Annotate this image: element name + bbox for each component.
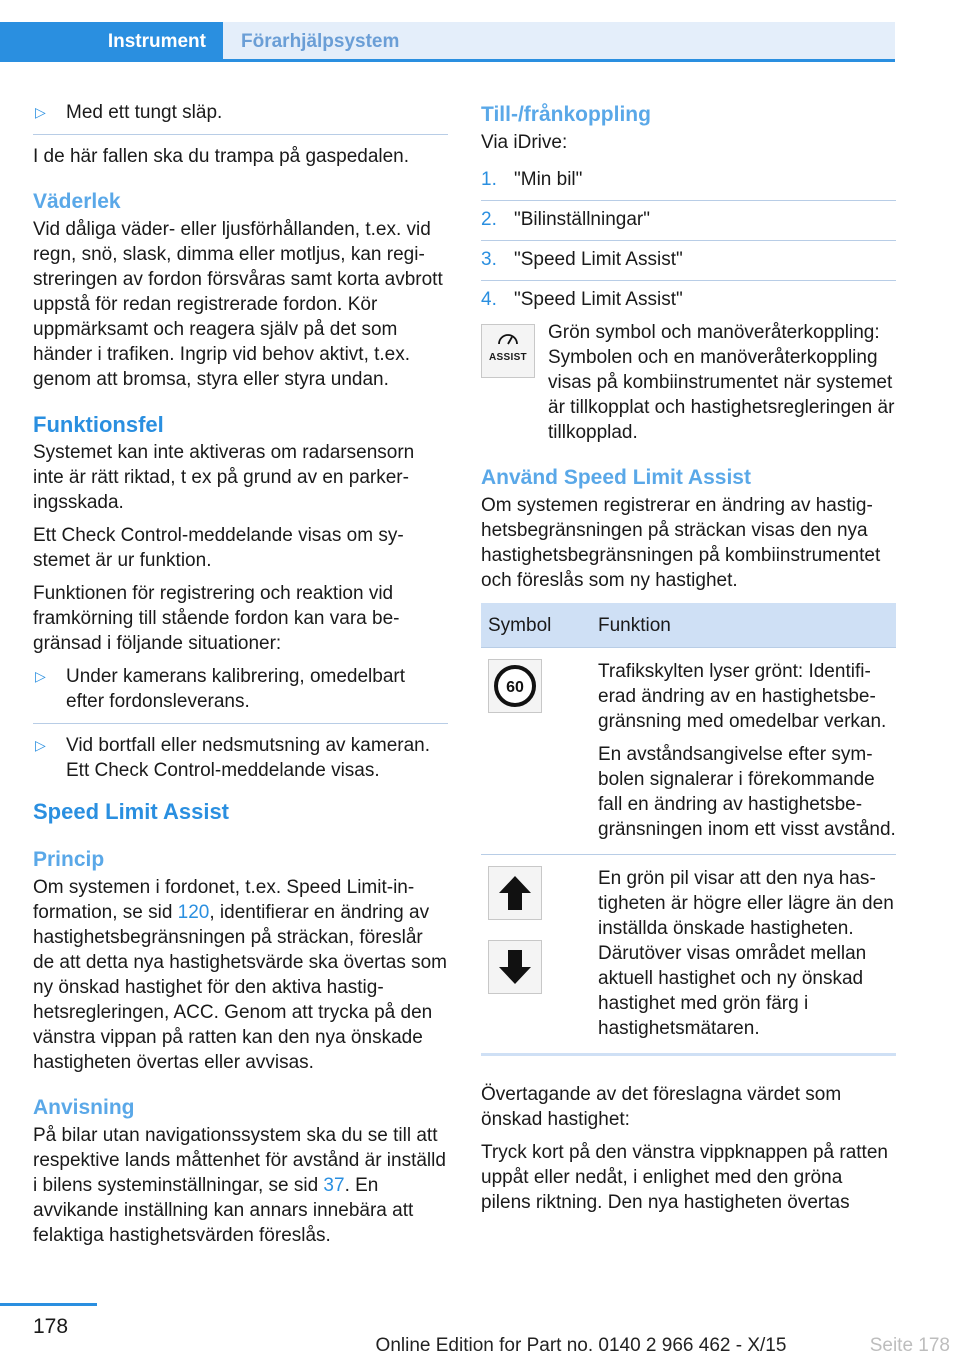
section-principle: [33, 845, 448, 1075]
triangle-bullet-icon: ▷: [35, 104, 46, 120]
bullet-item: ▷ Med ett tungt släp.: [35, 102, 223, 123]
bullet-item: ▷ Vid bortfall eller nedsmutsning av kameran. Ett Check Control-meddelande visas.: [35, 735, 431, 781]
table-row: [481, 855, 896, 1055]
paragraph: Ett Check Control-meddelande visas om systemet är ur funktion.: [33, 525, 404, 571]
function-cell: En grön pil visar att den nya hastigheten är högre eller lägre än den inställda önskade hastigheten. Därutöver visas området mellan aktuell hastighet och ny önskad hastighet med grön färg i hastighetsmätaren.: [598, 855, 896, 1055]
tab-forarhjalpsystem[interactable]: Förarhjälpsystem: [223, 22, 895, 59]
edition-footer: Online Edition for Part no. 0140 2 966 462 - X/15: [375, 1335, 787, 1356]
page-link-37[interactable]: 37: [323, 1175, 345, 1196]
divider: [33, 134, 448, 135]
chapter-tabs: [0, 22, 895, 62]
column-header-function: Funktion: [598, 603, 896, 648]
paragraph: Via iDrive:: [481, 132, 568, 153]
paragraph: I de här fallen ska du trampa på gaspedalen.: [33, 146, 410, 167]
heading-toggle: Till-/frånkoppling: [481, 103, 651, 126]
section-fault: [33, 410, 448, 783]
assist-icon: ASSIST: [481, 324, 535, 378]
list-item: 3. "Speed Limit Assist": [481, 240, 896, 272]
left-column: [33, 100, 448, 1256]
heading-fault: Funktionsfel: [33, 412, 164, 437]
heading-speed-limit-assist: Speed Limit Assist: [33, 799, 230, 824]
paragraph: Om systemen i fordonet, t.ex. Speed Limit-information, se sid 120, identifierar en ändring av hastighetsbegränsningen på sträckan, föreslår de att detta nya hastighetsvärde ska övertas som ny önskad hastighet för den aktiva hastighetsregleringen, ACC. Genom att trycka på den vänstra vippan på ratten kan den nya önskade hastigheten övertas eller avvisas.: [33, 877, 448, 1073]
paragraph: Om systemen registrerar en ändring av hastighetsbegränsningen på sträckan visas den nya hastighetsbegränsningen på kombiinstrumentet och föreslås som ny hastighet.: [481, 495, 881, 591]
bullet-item: ▷ Under kamerans kalibrering, omedelbart efter fordonsleverans.: [35, 666, 405, 712]
watermark: Seite 178: [869, 1335, 950, 1356]
page-number: 178: [33, 1315, 69, 1338]
divider: [33, 723, 448, 724]
paragraph: Systemet kan inte aktiveras om radarsensorn inte är rätt riktad, t ex på grund av en parkeringsskada.: [33, 442, 415, 513]
gauge-icon: [497, 333, 519, 345]
arrow-down-icon: [488, 940, 542, 994]
list-item: 2. "Bilinställningar": [481, 200, 896, 232]
heading-note: Anvisning: [33, 1096, 135, 1119]
heading-principle: Princip: [33, 848, 105, 871]
right-column: [481, 100, 896, 1223]
page-number-rule: [0, 1303, 97, 1306]
assist-description: Grön symbol och manöveråterkoppling: Symbolen och en manöveråterkoppling visas på kombiinstrumentet när systemet är tillkopplat och hastighetsregleringen är tillkopplad.: [548, 322, 895, 443]
triangle-bullet-icon: ▷: [35, 737, 46, 753]
symbol-cell: [481, 648, 598, 855]
speed-limit-sign-icon: [488, 659, 542, 713]
list-item: 4. "Speed Limit Assist": [481, 280, 896, 312]
tab-instrument[interactable]: Instrument: [0, 22, 223, 59]
paragraph: Vid dåliga väder- eller ljusförhållanden, t.ex. vid regn, snö, slask, dimma eller motljus, kan registreringen av fordon försvåras samt korta avbrott uppstå för redan registrerade fordon. Kör uppmärksamt och reagera själv på det som händer i trafiken. Ingrip vid behov aktivt, t.ex. genom att bromsa, styra eller styra undan.: [33, 219, 443, 390]
section-use: [481, 463, 896, 593]
section-toggle: [481, 100, 896, 445]
paragraph: Funktionen för registrering och reaktion vid framkörning till stående fordon kan vara begränsad i följande situationer:: [33, 583, 400, 654]
symbol-table: [481, 603, 896, 1056]
paragraph: Övertagande av det föreslagna värdet som önskad hastighet:: [481, 1084, 842, 1130]
arrow-up-icon: [488, 866, 542, 920]
table-row: [481, 648, 896, 855]
paragraph: Tryck kort på den vänstra vippknappen på ratten uppåt eller nedåt, i enlighet med den gröna pilens riktning. Den nya hastigheten övertas: [481, 1142, 888, 1213]
section-note: [33, 1093, 448, 1248]
column-header-symbol: Symbol: [481, 603, 598, 648]
section-weather: [33, 187, 448, 392]
speed-limit-value: 60: [506, 679, 524, 696]
heading-weather: Väderlek: [33, 190, 121, 213]
table-header-row: [481, 603, 896, 648]
page-link-120[interactable]: 120: [177, 902, 210, 923]
triangle-bullet-icon: ▷: [35, 668, 46, 684]
assist-symbol-block: [481, 320, 896, 445]
list-item: 1. "Min bil": [481, 169, 583, 190]
paragraph: På bilar utan navigationssystem ska du se till att respektive lands måttenhet för avstånd är inställd i bilens systeminställningar, se sid 37. En avvikande inställning kan annars innebära att felaktiga hastighetsvärden föreslås.: [33, 1125, 446, 1246]
function-cell: Trafikskylten lyser grönt: Identifierad ändring av en hastighetsbegränsning med omedelbar verkan. En avståndsangivelse efter symbolen signalerar i förekommande fall en ändring av hastighetsbegränsningen inom ett visst avstånd.: [598, 648, 896, 855]
heading-use: Använd Speed Limit Assist: [481, 466, 751, 489]
symbol-cell: [481, 855, 598, 1055]
